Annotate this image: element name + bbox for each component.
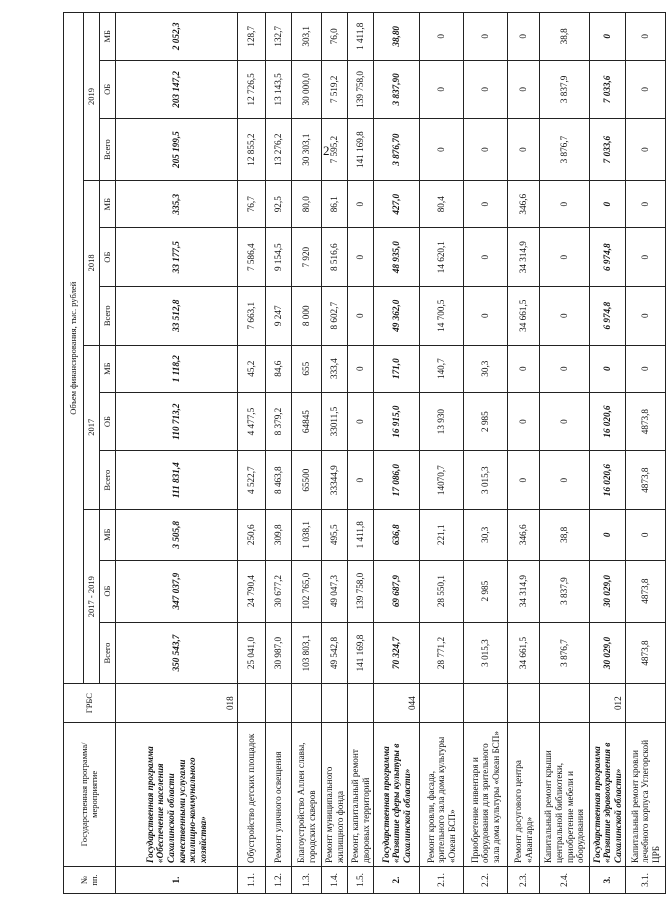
row-value: 80,0 [292, 181, 322, 228]
row-value: 0 [420, 13, 464, 61]
row-value: 2 052,3 [116, 13, 238, 61]
row-value: 48 935,0 [374, 228, 420, 287]
table-row [374, 13, 420, 894]
row-value: 0 [464, 13, 508, 61]
rotated-table-wrapper [63, 12, 661, 894]
row-number: 2.4. [540, 866, 590, 893]
row-value: 0 [540, 392, 590, 451]
row-value: 2 985 [464, 560, 508, 622]
row-value: 86,1 [322, 181, 348, 228]
row-number: 2.2. [464, 866, 508, 893]
row-value: 8 000 [292, 286, 322, 345]
row-value: 3 876,70 [374, 119, 420, 181]
row-value: 8 516,6 [322, 228, 348, 287]
row-value: 4873,8 [626, 392, 666, 451]
row-value: 0 [348, 392, 374, 451]
row-value: 0 [348, 345, 374, 392]
header-funding: Объем финансирования, тыс. рублей [64, 13, 84, 685]
header-period-2017: 2017 [84, 345, 100, 509]
row-value: 7 033,6 [590, 119, 626, 181]
row-value: 49 362,0 [374, 286, 420, 345]
row-value: 0 [540, 181, 590, 228]
table-row [116, 13, 238, 894]
row-value: 655 [292, 345, 322, 392]
row-value: 346,6 [508, 509, 540, 560]
row-value: 8 463,8 [266, 451, 292, 510]
header-period-total: 2017 - 2019 [84, 509, 100, 684]
row-value: 30 029,0 [590, 560, 626, 622]
row-value: 309,8 [266, 509, 292, 560]
row-value: 140,7 [420, 345, 464, 392]
row-value: 34 314,9 [508, 228, 540, 287]
header-col-ob: ОБ [100, 228, 116, 287]
row-value: 1 411,8 [348, 509, 374, 560]
row-value: 49 542,8 [322, 622, 348, 684]
row-program-name: Государственная программа «Развитие сферы культуры в Сахалинской области» [374, 722, 420, 866]
table-row [266, 13, 292, 894]
row-value: 8 602,7 [322, 286, 348, 345]
funding-table [63, 12, 666, 894]
row-grbs [322, 684, 348, 722]
row-value: 14 700,5 [420, 286, 464, 345]
row-program-name: Ремонт, капитальный ремонт дворовых территорий [348, 722, 374, 866]
row-value: 139 758,0 [348, 560, 374, 622]
row-value: 34 314,9 [508, 560, 540, 622]
row-program-name: Благоустройство Аллеи славы, городских скверов [292, 722, 322, 866]
row-grbs [508, 684, 540, 722]
row-value: 0 [626, 228, 666, 287]
row-value: 139 758,0 [348, 60, 374, 119]
row-value: 76,0 [322, 13, 348, 61]
header-no: № пп. [64, 866, 116, 893]
row-value: 30,3 [464, 345, 508, 392]
row-grbs: 012 [590, 684, 626, 722]
page-number: 2 [323, 143, 330, 158]
row-value: 0 [348, 286, 374, 345]
row-value: 221,1 [420, 509, 464, 560]
row-value: 250,6 [238, 509, 266, 560]
table-row [348, 13, 374, 894]
row-value: 0 [348, 451, 374, 510]
row-grbs [238, 684, 266, 722]
row-value: 0 [626, 286, 666, 345]
row-number: 1.2. [266, 866, 292, 893]
row-value: 64845 [292, 392, 322, 451]
row-value: 30,3 [464, 509, 508, 560]
row-value: 4 477,5 [238, 392, 266, 451]
row-value: 34 661,5 [508, 622, 540, 684]
row-value: 141 169,8 [348, 119, 374, 181]
row-program-name: Ремонт кровли, фасада, зрительного зала дома культуры «Океан БСП» [420, 722, 464, 866]
row-value: 102 765,0 [292, 560, 322, 622]
row-value: 14070,7 [420, 451, 464, 510]
row-value: 3 505,8 [116, 509, 238, 560]
header-col-ob: ОБ [100, 60, 116, 119]
row-value: 12 855,2 [238, 119, 266, 181]
row-value: 0 [464, 60, 508, 119]
row-value: 9 247 [266, 286, 292, 345]
row-value: 33 177,5 [116, 228, 238, 287]
row-value: 171,0 [374, 345, 420, 392]
header-col-total: Всего [100, 451, 116, 510]
row-value: 0 [540, 286, 590, 345]
row-number: 1.5. [348, 866, 374, 893]
row-value: 103 803,1 [292, 622, 322, 684]
header-col-total: Всего [100, 622, 116, 684]
row-number: 3. [590, 866, 626, 893]
row-program-name: Государственная программа «Развитие здравоохранения в Сахалинской области» [590, 722, 626, 866]
row-value: 33344,9 [322, 451, 348, 510]
header-col-mb: МБ [100, 13, 116, 61]
row-value: 335,3 [116, 181, 238, 228]
row-value: 13 930 [420, 392, 464, 451]
row-value: 34 661,5 [508, 286, 540, 345]
row-value: 350 543,7 [116, 622, 238, 684]
row-value: 30 029,0 [590, 622, 626, 684]
row-value: 0 [508, 119, 540, 181]
table-row [322, 13, 348, 894]
row-value: 80,4 [420, 181, 464, 228]
row-program-name: Капитальный ремонт крыши центральной библиотеки, приобретение мебели и оборудования [540, 722, 590, 866]
row-value: 0 [590, 509, 626, 560]
row-value: 38,8 [540, 13, 590, 61]
row-value: 203 147,2 [116, 60, 238, 119]
row-number: 1.3. [292, 866, 322, 893]
row-value: 205 199,5 [116, 119, 238, 181]
row-value: 0 [626, 181, 666, 228]
row-value: 0 [590, 13, 626, 61]
row-program-name: Ремонт досугового центра «Авангард» [508, 722, 540, 866]
row-value: 7 920 [292, 228, 322, 287]
row-grbs [626, 684, 666, 722]
row-value: 30 303,1 [292, 119, 322, 181]
header-period-2018: 2018 [84, 181, 100, 345]
table-row [590, 13, 626, 894]
row-value: 14 620,1 [420, 228, 464, 287]
row-value: 0 [626, 509, 666, 560]
row-value: 0 [540, 451, 590, 510]
row-value: 303,1 [292, 13, 322, 61]
header-col-mb: МБ [100, 509, 116, 560]
row-value: 0 [590, 345, 626, 392]
row-value: 16 020,6 [590, 451, 626, 510]
table-row [508, 13, 540, 894]
row-value: 1 038,1 [292, 509, 322, 560]
row-value: 4873,8 [626, 451, 666, 510]
row-value: 49 047,3 [322, 560, 348, 622]
row-value: 0 [508, 451, 540, 510]
row-value: 8 379,2 [266, 392, 292, 451]
row-value: 70 324,7 [374, 622, 420, 684]
row-value: 0 [540, 345, 590, 392]
row-value: 0 [508, 345, 540, 392]
row-grbs [348, 684, 374, 722]
row-value: 0 [464, 181, 508, 228]
header-col-total: Всего [100, 286, 116, 345]
row-value: 346,6 [508, 181, 540, 228]
row-value: 0 [420, 60, 464, 119]
row-value: 0 [626, 13, 666, 61]
row-value: 69 687,9 [374, 560, 420, 622]
row-value: 347 037,9 [116, 560, 238, 622]
header-col-mb: МБ [100, 345, 116, 392]
row-value: 0 [464, 228, 508, 287]
table-row [420, 13, 464, 894]
row-value: 6 974,8 [590, 228, 626, 287]
row-value: 111 831,4 [116, 451, 238, 510]
row-value: 65500 [292, 451, 322, 510]
row-value: 0 [464, 286, 508, 345]
row-number: 1.4. [322, 866, 348, 893]
row-value: 24 790,4 [238, 560, 266, 622]
row-number: 2.3. [508, 866, 540, 893]
row-value: 0 [420, 119, 464, 181]
row-value: 495,5 [322, 509, 348, 560]
row-value: 28 771,2 [420, 622, 464, 684]
table-row [238, 13, 266, 894]
row-value: 13 276,2 [266, 119, 292, 181]
row-value: 7 663,1 [238, 286, 266, 345]
row-value: 16 020,6 [590, 392, 626, 451]
row-value: 132,7 [266, 13, 292, 61]
table-row [292, 13, 322, 894]
row-number: 1.1. [238, 866, 266, 893]
row-value: 4 522,7 [238, 451, 266, 510]
row-value: 30 000,0 [292, 60, 322, 119]
row-number: 2.1. [420, 866, 464, 893]
row-program-name: Обустройство детских площадок [238, 722, 266, 866]
row-value: 1 118,2 [116, 345, 238, 392]
row-grbs [292, 684, 322, 722]
row-value: 7 033,6 [590, 60, 626, 119]
row-value: 3 837,9 [540, 60, 590, 119]
row-value: 141 169,8 [348, 622, 374, 684]
row-value: 3 876,7 [540, 622, 590, 684]
header-grbs: ГРБС [64, 684, 116, 722]
header-col-ob: ОБ [100, 560, 116, 622]
row-number: 3.1. [626, 866, 666, 893]
header-period-2019: 2019 [84, 13, 100, 181]
row-value: 427,0 [374, 181, 420, 228]
row-value: 13 143,5 [266, 60, 292, 119]
table-row [540, 13, 590, 894]
row-value: 0 [348, 228, 374, 287]
row-value: 38,80 [374, 13, 420, 61]
row-value: 30 987,0 [266, 622, 292, 684]
row-value: 33011,5 [322, 392, 348, 451]
row-program-name: Ремонт муниципального жилищного фонда [322, 722, 348, 866]
row-value: 3 837,9 [540, 560, 590, 622]
row-value: 92,5 [266, 181, 292, 228]
row-value: 3 015,3 [464, 451, 508, 510]
row-value: 84,6 [266, 345, 292, 392]
row-value: 9 154,5 [266, 228, 292, 287]
row-value: 0 [626, 60, 666, 119]
row-value: 0 [508, 392, 540, 451]
row-value: 0 [464, 119, 508, 181]
row-value: 38,8 [540, 509, 590, 560]
header-col-mb: МБ [100, 181, 116, 228]
table-stage [63, 12, 661, 894]
row-grbs [420, 684, 464, 722]
row-grbs [540, 684, 590, 722]
row-value: 33 512,8 [116, 286, 238, 345]
row-value: 12 726,5 [238, 60, 266, 119]
row-value: 2 985 [464, 392, 508, 451]
table-row [464, 13, 508, 894]
row-value: 4873,8 [626, 622, 666, 684]
row-program-name: Приобретение инвентаря и оборудования для зрительного зала дома культуры «Океан БСП» [464, 722, 508, 866]
row-number: 1. [116, 866, 238, 893]
row-program-name: Ремонт уличного освещения [266, 722, 292, 866]
row-value: 110 713,2 [116, 392, 238, 451]
header-program: Государственная программа/мероприятие [64, 722, 116, 866]
row-program-name: Капитальный ремонт кровли лечебного корпуса Углегорской ЦРБ [626, 722, 666, 866]
row-value: 25 041,0 [238, 622, 266, 684]
row-value: 7 595,2 [322, 119, 348, 181]
table-row [626, 13, 666, 894]
row-grbs [266, 684, 292, 722]
row-value: 28 550,1 [420, 560, 464, 622]
row-value: 3 837,90 [374, 60, 420, 119]
row-program-name: Государственная программа «Обеспечение населения Сахалинской области качественными услугами жилищно-коммунального хозяйства» [116, 722, 238, 866]
row-number: 2. [374, 866, 420, 893]
row-value: 333,4 [322, 345, 348, 392]
row-value: 6 974,8 [590, 286, 626, 345]
row-value: 16 915,0 [374, 392, 420, 451]
row-value: 0 [626, 345, 666, 392]
row-grbs: 044 [374, 684, 420, 722]
header-col-ob: ОБ [100, 392, 116, 451]
row-value: 0 [590, 181, 626, 228]
row-value: 7 586,4 [238, 228, 266, 287]
header-col-total: Всего [100, 119, 116, 181]
row-value: 636,8 [374, 509, 420, 560]
row-value: 17 086,0 [374, 451, 420, 510]
row-value: 45,2 [238, 345, 266, 392]
row-value: 128,7 [238, 13, 266, 61]
row-value: 0 [508, 60, 540, 119]
row-value: 7 519,2 [322, 60, 348, 119]
row-value: 3 015,3 [464, 622, 508, 684]
row-value: 0 [626, 119, 666, 181]
row-value: 1 411,8 [348, 13, 374, 61]
row-value: 0 [348, 181, 374, 228]
row-grbs: 018 [116, 684, 238, 722]
row-value: 0 [540, 228, 590, 287]
row-value: 30 677,2 [266, 560, 292, 622]
row-value: 3 876,7 [540, 119, 590, 181]
row-value: 0 [508, 13, 540, 61]
row-grbs [464, 684, 508, 722]
row-value: 4873,8 [626, 560, 666, 622]
row-value: 76,7 [238, 181, 266, 228]
